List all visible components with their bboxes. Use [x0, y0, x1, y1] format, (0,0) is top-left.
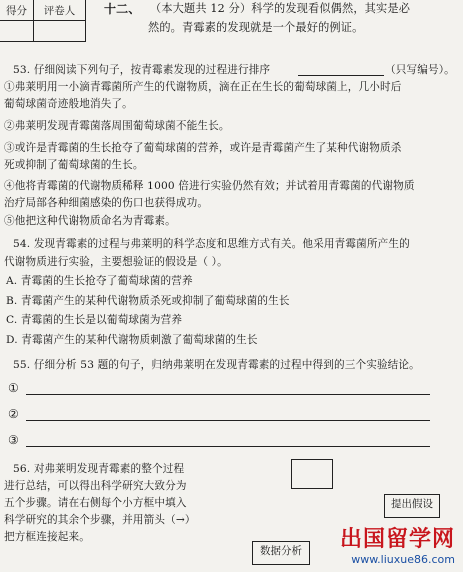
q53-suffix: （只写编号）。	[385, 64, 455, 76]
q54-option-d[interactable]: D. 青霉菌产生的某种代谢物质刺激了葡萄球菌的生长	[6, 334, 258, 346]
q55-answer-line-1[interactable]	[26, 394, 430, 395]
q53-item: ④他将青霉菌的代谢物质稀释 1000 倍进行实验仍然有效；并试着用青霉菌的代谢物质	[4, 180, 415, 192]
q56-line: 把方框连接起来。	[4, 531, 90, 543]
q56-line: 进行总结，可以得出科学研究大致分为	[4, 480, 187, 492]
q53-item: 治疗局部各种细菌感染的伤口也获得成功。	[4, 197, 209, 209]
section-heading-line2: 然的。青霉素的发现就是一个最好的例证。	[148, 21, 364, 34]
q53-answer-blank[interactable]	[298, 75, 384, 76]
watermark-url: www.liuxue86.com	[351, 553, 455, 566]
q55-answer-line-2[interactable]	[26, 420, 430, 421]
q53-item: ③或许是青霉菌的生长抢夺了葡萄球菌的营养，或许是青霉菌产生了某种代谢物质杀	[4, 142, 402, 154]
score-label: 得分	[0, 0, 34, 21]
watermark-brand: 出国留学网	[339, 527, 455, 552]
q54-stem-line1: 54. 发现青霉素的过程与弗莱明的科学态度和思维方式有关。他采用青霉菌所产生的	[13, 238, 410, 250]
q56-line: 科学研究的其余个步骤，并用箭头（→）	[4, 514, 196, 526]
q56-line: 五个步骤。请在右侧每个小方框中填入	[4, 497, 187, 509]
q53-item: ②弗莱明发现青霉菌落周围葡萄球菌不能生长。	[4, 120, 230, 132]
q54-stem-line2: 代谢物质进行实验，主要想验证的假设是（ ）。	[4, 256, 228, 268]
section-number: 十二、	[104, 2, 141, 16]
score-cell[interactable]	[0, 21, 34, 42]
q55-marker-3: ③	[8, 433, 19, 447]
step-box-empty-1[interactable]	[291, 459, 333, 489]
q54-option-a[interactable]: A. 青霉菌的生长抢夺了葡萄球菌的营养	[6, 275, 193, 287]
q53-item: ⑤他把这种代谢物质命名为青霉素。	[4, 215, 176, 227]
q53-item: ①弗莱明用一小滴青霉菌所产生的代谢物质，滴在正在生长的葡萄球菌上，几小时后	[4, 81, 402, 93]
q54-option-b[interactable]: B. 青霉菌产生的某种代谢物质杀死或抑制了葡萄球菌的生长	[6, 295, 290, 307]
q55-marker-2: ②	[8, 407, 19, 421]
q55-prompt: 55. 仔细分析 53 题的句子，归纳弗莱明在发现青霉素的过程中得到的三个实验结论。	[13, 359, 420, 371]
q54-option-c[interactable]: C. 青霉菌的生长是以葡萄球菌为营养	[6, 314, 183, 326]
watermark	[340, 522, 455, 566]
score-table	[0, 0, 86, 42]
q55-answer-line-3[interactable]	[26, 446, 430, 447]
step-box-hypothesis	[384, 494, 440, 518]
q56-line: 56. 对弗莱明发现青霉素的整个过程	[13, 463, 185, 475]
section-heading-line1: （本大题共 12 分）科学的发现看似偶然，其实是必	[150, 2, 411, 15]
grader-label: 评卷人	[34, 0, 86, 21]
step-box-analysis-label: 数据分析	[260, 545, 302, 557]
step-box-analysis	[252, 541, 310, 565]
q53-item: 死或抑制了葡萄球菌的生长。	[4, 159, 144, 171]
q55-marker-1: ①	[8, 381, 19, 395]
q53-prompt: 53. 仔细阅读下列句子，按青霉素发现的过程进行排序	[13, 64, 271, 76]
q53-item: 葡萄球菌奇迹般地消失了。	[4, 98, 133, 110]
step-box-hypothesis-label: 提出假设	[391, 498, 433, 510]
grader-cell[interactable]	[34, 21, 86, 42]
